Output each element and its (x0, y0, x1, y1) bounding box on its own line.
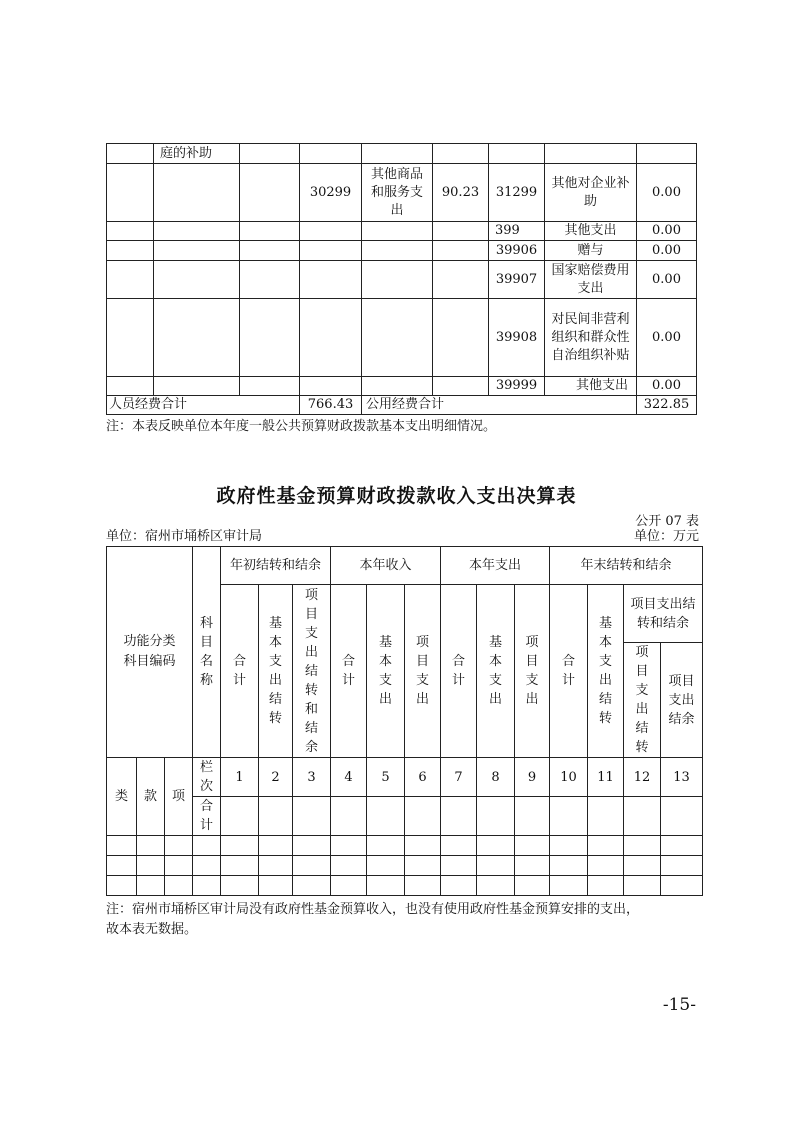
cell (154, 377, 240, 396)
th-proj-closing (624, 585, 703, 643)
page-title: 政府性基金预算财政拨款收入支出决算表 (216, 485, 577, 507)
th-label: 基本支出结转 (269, 616, 283, 726)
cell (137, 836, 165, 856)
th-total (331, 585, 367, 758)
cell (367, 797, 405, 836)
cell (362, 241, 433, 261)
cell (137, 856, 165, 876)
cell (107, 261, 154, 299)
cell (362, 299, 433, 377)
cell (515, 876, 550, 896)
cell (441, 856, 477, 876)
col-number: 2 (259, 758, 293, 797)
cell (154, 222, 240, 241)
cell (515, 797, 550, 836)
cell (362, 377, 433, 396)
cell (661, 876, 703, 896)
cell (107, 164, 154, 222)
cell: 31299 (489, 164, 545, 222)
cell (193, 856, 221, 876)
cell: 其他支出 (545, 377, 637, 396)
cell (405, 876, 441, 896)
cell (477, 836, 515, 856)
cell: 399 (489, 222, 545, 241)
cell (107, 144, 154, 164)
cell: 其他支出 (545, 222, 637, 241)
cell (405, 836, 441, 856)
cell (300, 299, 362, 377)
cell (515, 836, 550, 856)
col-number: 5 (367, 758, 405, 797)
cell (661, 797, 703, 836)
cell: 其他商品和服务支出 (362, 164, 433, 222)
cell: 国家赔偿费用支出 (545, 261, 637, 299)
cell (137, 876, 165, 896)
cell: 90.23 (433, 164, 489, 222)
cell (240, 299, 300, 377)
cell: 39906 (489, 241, 545, 261)
table-row (107, 299, 697, 377)
closing-header: 年末结转和结余 (550, 547, 703, 585)
cell (362, 222, 433, 241)
cell: 赠与 (545, 241, 637, 261)
col-number: 6 (405, 758, 441, 797)
cell (588, 876, 624, 896)
cell (240, 241, 300, 261)
cell (433, 222, 489, 241)
cell (193, 836, 221, 856)
th-label: 项目支出结转 (635, 645, 649, 755)
form-number: 公开 07 表 (635, 514, 699, 529)
cell (545, 144, 637, 164)
table-row (107, 222, 697, 241)
cell (624, 797, 661, 836)
cell (107, 222, 154, 241)
cell: 其他对企业补助 (545, 164, 637, 222)
cell (433, 241, 489, 261)
item-header: 项 (165, 758, 193, 836)
th-basic-exp (367, 585, 405, 758)
cell: 39999 (489, 377, 545, 396)
th-label: 合计 (342, 654, 356, 688)
cell (259, 876, 293, 896)
cell (588, 856, 624, 876)
cell (477, 856, 515, 876)
cell (165, 876, 193, 896)
income-header: 本年收入 (331, 547, 441, 585)
table2-note-line-2: 故本表无数据。 (106, 922, 198, 937)
cell: 0.00 (637, 222, 697, 241)
cell (221, 836, 259, 856)
cell (165, 836, 193, 856)
table-row (107, 164, 697, 222)
cell (221, 797, 259, 836)
cell (293, 876, 331, 896)
fund-budget-table (106, 546, 703, 896)
th-proj-exp (515, 585, 550, 758)
cell (489, 144, 545, 164)
cell (259, 797, 293, 836)
col-number: 9 (515, 758, 550, 797)
th-proj-carry (624, 643, 661, 758)
cell (441, 836, 477, 856)
table-row (107, 377, 697, 396)
col-number: 13 (661, 758, 703, 797)
cell: 0.00 (637, 261, 697, 299)
cell (550, 797, 588, 836)
total-row (107, 396, 697, 415)
cell (240, 377, 300, 396)
personnel-total-label: 人员经费合计 (107, 396, 300, 415)
col-number: 11 (588, 758, 624, 797)
cell (154, 299, 240, 377)
cell: 30299 (300, 164, 362, 222)
opening-label: 年初结转和结余 (230, 558, 322, 573)
cell (331, 876, 367, 896)
table-row (107, 241, 697, 261)
cell (624, 836, 661, 856)
th-label: 项目支出结转和结余 (305, 587, 319, 755)
basic-expenditure-table (106, 143, 697, 415)
cell (165, 856, 193, 876)
th-label: 合计 (233, 654, 247, 688)
cell (441, 876, 477, 896)
th-label: 合计 (452, 654, 466, 688)
subject-name-label: 科目名称 (200, 616, 214, 688)
cell (154, 164, 240, 222)
cell (221, 856, 259, 876)
cell: 0.00 (637, 299, 697, 377)
cell (477, 797, 515, 836)
cell (405, 856, 441, 876)
personnel-total-value: 766.43 (300, 396, 362, 415)
cell (367, 876, 405, 896)
cell: 39908 (489, 299, 545, 377)
cell (433, 261, 489, 299)
cell (259, 856, 293, 876)
th-label: 栏次 (200, 760, 214, 794)
th-total (221, 585, 259, 758)
cell (193, 876, 221, 896)
cell (154, 261, 240, 299)
cell (331, 797, 367, 836)
cell (240, 164, 300, 222)
cell (433, 299, 489, 377)
th-label: 基本支出 (379, 635, 393, 707)
total-label (193, 797, 221, 836)
cell (637, 144, 697, 164)
cell: 对民间非营利组织和群众性自治组织补贴 (545, 299, 637, 377)
col-number: 8 (477, 758, 515, 797)
th-label: 基本支出 (489, 635, 503, 707)
cell (300, 241, 362, 261)
subject-name-header (193, 547, 221, 758)
cell (367, 856, 405, 876)
cell (661, 836, 703, 856)
cell (293, 797, 331, 836)
cell (107, 836, 137, 856)
th-total (550, 585, 588, 758)
cell (259, 836, 293, 856)
th-total (441, 585, 477, 758)
public-total-value: 322.85 (637, 396, 697, 415)
cell (362, 144, 433, 164)
cell (300, 144, 362, 164)
cell (588, 797, 624, 836)
opening-header (221, 547, 331, 585)
th-proj-exp (405, 585, 441, 758)
col-number: 7 (441, 758, 477, 797)
table-row (107, 144, 697, 164)
th-label: 合计 (562, 654, 576, 688)
cell (550, 876, 588, 896)
table-row (107, 836, 703, 856)
cell (433, 144, 489, 164)
cell (362, 261, 433, 299)
cell (240, 222, 300, 241)
cell (221, 876, 259, 896)
cell (624, 856, 661, 876)
table-row (107, 261, 697, 299)
cell (300, 377, 362, 396)
th-label: 合计 (200, 799, 214, 833)
cat-header: 类 (107, 758, 137, 836)
expense-header: 本年支出 (441, 547, 550, 585)
page-number: -15- (662, 995, 696, 1015)
cell (107, 876, 137, 896)
th-proj-carry-surplus (293, 585, 331, 758)
cell: 0.00 (637, 241, 697, 261)
func-code-header (107, 547, 193, 758)
th-basic-carry (259, 585, 293, 758)
cell (107, 241, 154, 261)
col-number: 3 (293, 758, 331, 797)
unit-currency: 单位：万元 (633, 529, 699, 544)
cell (240, 261, 300, 299)
unit-name: 单位：宿州市埇桥区审计局 (106, 529, 263, 544)
header-row (107, 547, 703, 585)
th-label: 项目支出结余 (668, 673, 695, 727)
cell (331, 856, 367, 876)
column-no-label (193, 758, 221, 797)
cell: 0.00 (637, 377, 697, 396)
cell (515, 856, 550, 876)
cell (550, 856, 588, 876)
th-basic-exp (477, 585, 515, 758)
cell: 0.00 (637, 164, 697, 222)
cell (588, 836, 624, 856)
cell (433, 377, 489, 396)
cell (405, 797, 441, 836)
func-code-label: 功能分类科目编码 (123, 634, 176, 669)
th-basic-carry (588, 585, 624, 758)
cell (550, 836, 588, 856)
cell (154, 241, 240, 261)
th-proj-surplus (661, 643, 703, 758)
table1-note: 注：本表反映单位本年度一般公共预算财政拨款基本支出明细情况。 (106, 419, 497, 434)
cell (107, 377, 154, 396)
cell (107, 299, 154, 377)
cell (477, 876, 515, 896)
table2-note-line-1: 注：宿州市埇桥区审计局没有政府性基金预算收入，也没有使用政府性基金预算安排的支出， (106, 902, 640, 917)
th-label: 项目支出 (525, 635, 539, 707)
cell (331, 836, 367, 856)
cell (107, 856, 137, 876)
cell (293, 836, 331, 856)
section-header: 款 (137, 758, 165, 836)
col-number: 10 (550, 758, 588, 797)
public-total-label: 公用经费合计 (362, 396, 637, 415)
cell (240, 144, 300, 164)
cell: 庭的补助 (154, 144, 240, 164)
cell (441, 797, 477, 836)
table-row (107, 856, 703, 876)
column-number-row (107, 758, 703, 797)
col-number: 12 (624, 758, 661, 797)
table-row (107, 876, 703, 896)
cell (293, 856, 331, 876)
cell (300, 261, 362, 299)
cell (624, 876, 661, 896)
th-label: 基本支出结转 (599, 616, 613, 726)
th-label: 项目支出 (416, 635, 430, 707)
cell (300, 222, 362, 241)
col-number: 4 (331, 758, 367, 797)
cell: 39907 (489, 261, 545, 299)
col-number: 1 (221, 758, 259, 797)
total-row (107, 797, 703, 836)
cell (661, 856, 703, 876)
th-label: 项目支出结转和结余 (630, 596, 696, 631)
cell (367, 836, 405, 856)
